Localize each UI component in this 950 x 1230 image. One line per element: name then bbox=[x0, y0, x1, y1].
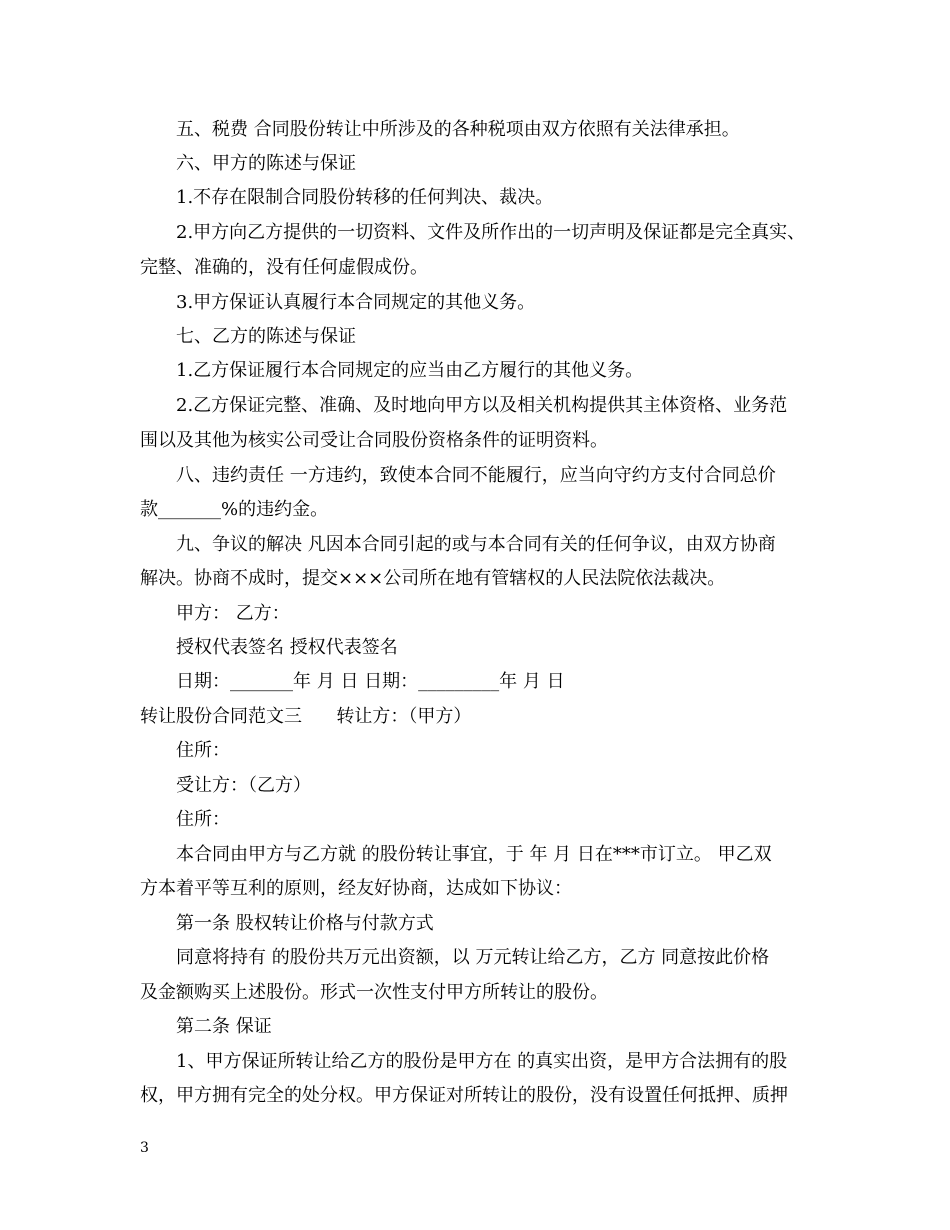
signature-dates: 日期：_______年 月 日 日期：_________年 月 日 bbox=[176, 671, 565, 692]
list-item: 1.不存在限制合同股份转移的任何判决、裁决。 bbox=[176, 187, 554, 208]
address-field: 住所： bbox=[176, 740, 230, 761]
article-heading-guarantee: 第二条 保证 bbox=[176, 1016, 272, 1037]
article-heading-price: 第一条 股权转让价格与付款方式 bbox=[176, 913, 434, 934]
paragraph-continuation: 权，甲方拥有完全的处分权。甲方保证对所转让的股份，没有设置任何抵押、质押 bbox=[140, 1085, 788, 1106]
paragraph-preamble: 本合同由甲方与乙方就 的股份转让事宜，于 年 月 日在***市订立。 甲乙双 bbox=[176, 844, 772, 865]
address-field: 住所： bbox=[176, 809, 230, 830]
section-heading-party-a: 六、甲方的陈述与保证 bbox=[176, 153, 356, 174]
list-item: 2.乙方保证完整、准确、及时地向甲方以及相关机构提供其主体资格、业务范 bbox=[176, 395, 788, 416]
page-number: 3 bbox=[140, 1140, 149, 1156]
signature-parties: 甲方： 乙方： bbox=[176, 603, 290, 624]
paragraph-breach: 八、违约责任 一方违约，致使本合同不能履行，应当向守约方支付合同总价 bbox=[176, 465, 776, 486]
signature-representatives: 授权代表签名 授权代表签名 bbox=[176, 637, 398, 658]
paragraph-price: 同意将持有 的股份共万元出资额，以 万元转让给乙方，乙方 同意按此价格 bbox=[176, 947, 770, 968]
list-item: 1.乙方保证履行本合同规定的应当由乙方履行的其他义务。 bbox=[176, 360, 644, 381]
paragraph-continuation: 完整、准确的，没有任何虚假成份。 bbox=[140, 257, 428, 278]
paragraph-continuation: 款_______%的违约金。 bbox=[140, 499, 329, 520]
paragraph-guarantee: 1、甲方保证所转让给乙方的股份是甲方在 的真实出资，是甲方合法拥有的股 bbox=[176, 1051, 788, 1072]
list-item: 3.甲方保证认真履行本合同规定的其他义务。 bbox=[176, 292, 536, 313]
transferee-field: 受让方：（乙方） bbox=[176, 775, 311, 796]
section-heading-party-b: 七、乙方的陈述与保证 bbox=[176, 326, 356, 347]
contract-title-transferor: 转让股份合同范文三 转让方：（甲方） bbox=[140, 706, 472, 727]
paragraph-continuation: 及金额购买上述股份。形式一次性支付甲方所转让的股份。 bbox=[140, 982, 608, 1003]
paragraph-continuation: 围以及其他为核实公司受让合同股份资格条件的证明资料。 bbox=[140, 430, 608, 451]
paragraph-continuation: 方本着平等互利的原则，经友好协商，达成如下协议： bbox=[140, 878, 572, 899]
paragraph-continuation: 解决。协商不成时，提交×××公司所在地有管辖权的人民法院依法裁决。 bbox=[140, 568, 726, 589]
list-item: 2.甲方向乙方提供的一切资料、文件及所作出的一切声明及保证都是完全真实、 bbox=[176, 222, 806, 243]
paragraph-taxes: 五、税费 合同股份转让中所涉及的各种税项由双方依照有关法律承担。 bbox=[176, 119, 740, 140]
paragraph-dispute: 九、争议的解决 凡因本合同引起的或与本合同有关的任何争议，由双方协商 bbox=[176, 534, 776, 555]
